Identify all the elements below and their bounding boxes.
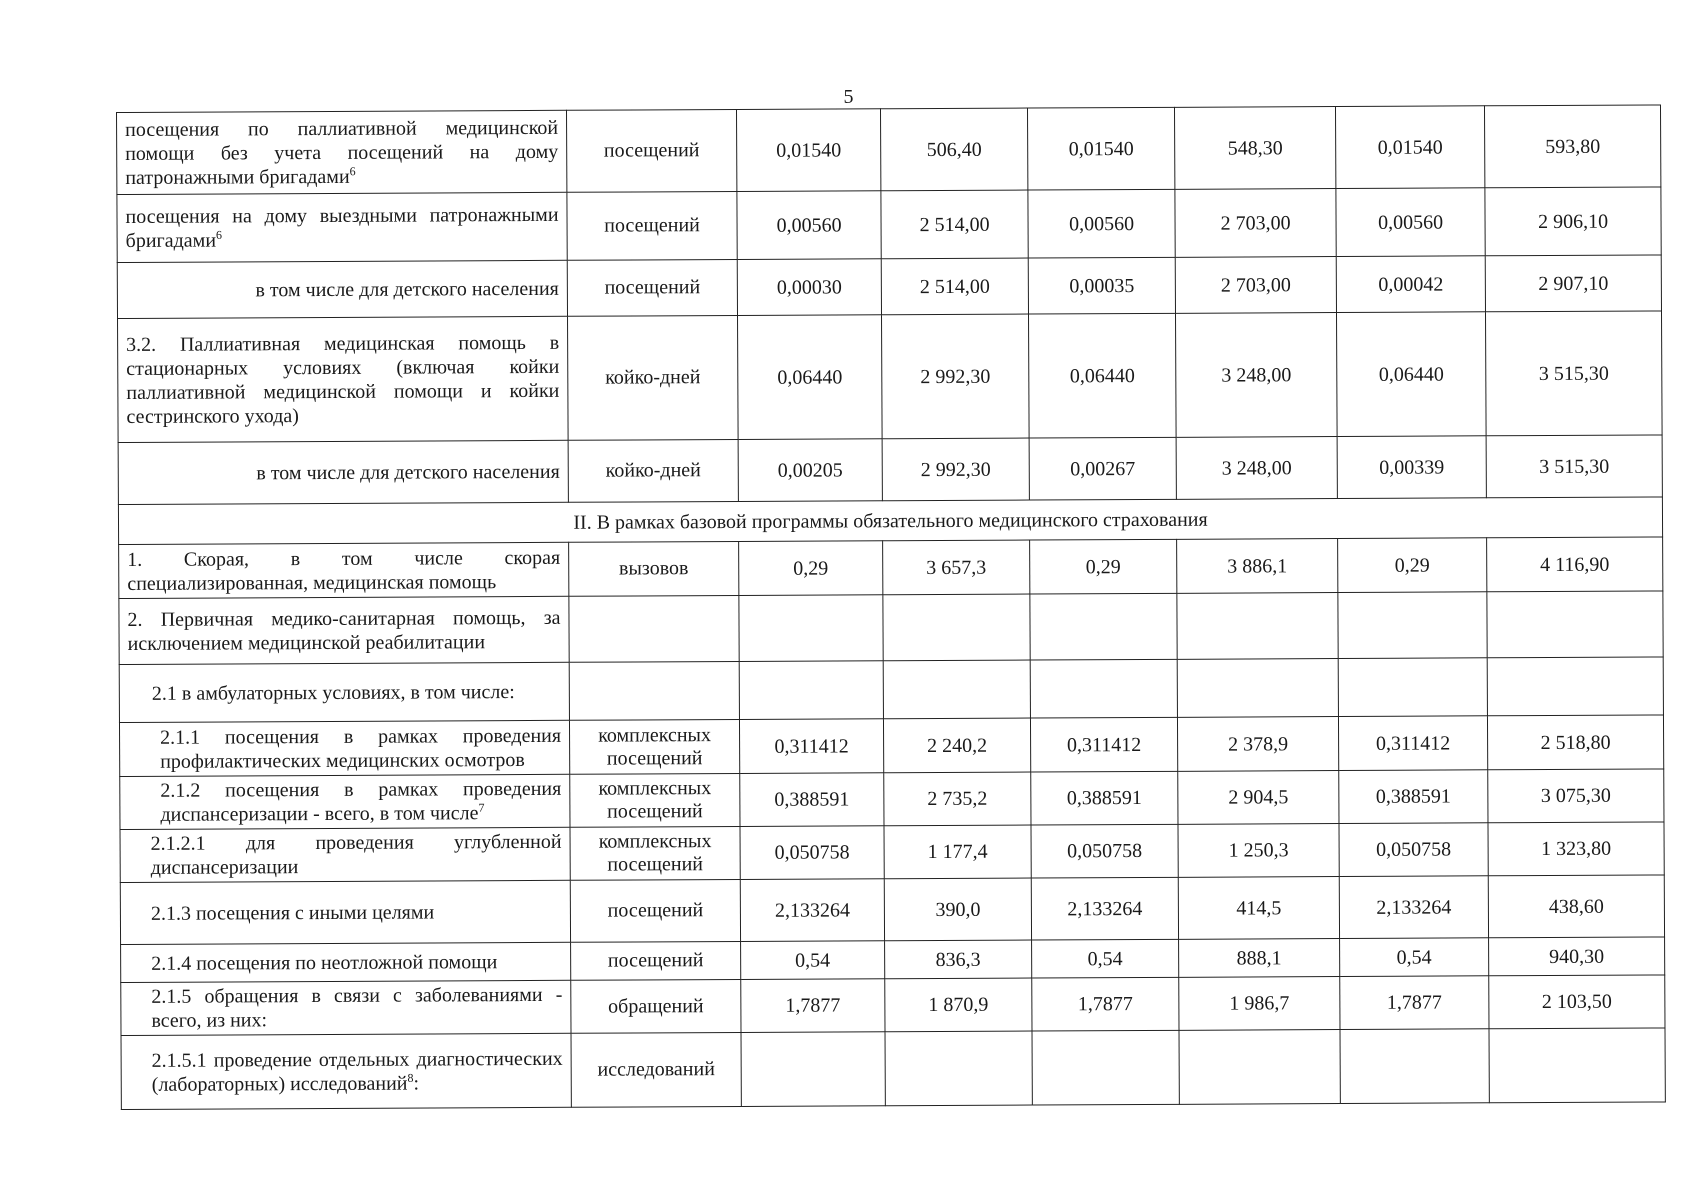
table-row (117, 105, 1661, 195)
value-cell: 1,7877 (1032, 977, 1179, 1031)
value-cell: 0,06440 (1336, 312, 1486, 437)
row-unit (569, 661, 739, 720)
section-title: II. В рамках базовой программы обязательного медицинского страхования (118, 497, 1662, 545)
table-row (118, 311, 1663, 443)
value-cell: 4 116,90 (1487, 537, 1663, 592)
row-label: 2.1 в амбулаторных условиях, в том числе: (119, 662, 569, 722)
table-row (120, 875, 1664, 945)
table-row (120, 769, 1664, 830)
value-cell (1032, 1030, 1179, 1105)
value-cell: 1,7877 (741, 979, 885, 1033)
value-cell (883, 594, 1030, 661)
value-cell: 0,29 (1338, 538, 1487, 593)
value-cell: 1 323,80 (1488, 822, 1664, 876)
value-cell: 0,388591 (740, 773, 884, 827)
value-cell: 2 514,00 (881, 258, 1028, 315)
row-label: 2.1.4 посещения по неотложной помощи (121, 942, 571, 982)
value-cell (883, 660, 1030, 719)
value-cell: 0,388591 (1339, 770, 1488, 824)
value-cell: 506,40 (880, 108, 1027, 191)
row-label: в том числе для детского населения (118, 440, 568, 504)
value-cell: 2 906,10 (1485, 187, 1661, 256)
value-cell: 548,30 (1174, 107, 1335, 190)
value-cell: 0,311412 (1338, 716, 1487, 771)
value-cell (1487, 657, 1663, 716)
value-cell: 3 515,30 (1485, 311, 1662, 436)
value-cell: 0,29 (1030, 539, 1177, 594)
value-cell: 390,0 (884, 878, 1031, 941)
table-row (119, 537, 1663, 599)
value-cell: 1 177,4 (884, 825, 1031, 879)
value-cell (1340, 1029, 1489, 1104)
value-cell: 2,133264 (1339, 876, 1488, 939)
value-cell: 3 886,1 (1177, 539, 1338, 594)
row-label: 2. Первичная медико-санитарная помощь, за исключением медицинской реабилитации (119, 596, 569, 664)
value-cell: 836,3 (885, 940, 1032, 979)
row-unit: посещений (567, 259, 737, 316)
row-unit: посещений (570, 879, 740, 942)
table-row (118, 435, 1662, 505)
value-cell: 1,7877 (1340, 976, 1489, 1030)
value-cell (1338, 658, 1487, 717)
value-cell (1030, 659, 1177, 718)
value-cell (739, 661, 883, 720)
value-cell: 1 250,3 (1178, 824, 1339, 878)
value-cell: 0,00339 (1337, 436, 1486, 499)
value-cell: 3 515,30 (1486, 435, 1662, 498)
value-cell (1179, 1030, 1340, 1105)
value-cell: 0,00560 (1028, 189, 1175, 258)
row-label: 2.1.1 посещения в рамках проведения профилактических медицинских осмотров (119, 720, 569, 776)
value-cell: 2 907,10 (1485, 255, 1661, 312)
row-label: 2.1.2.1 для проведения углубленной диспансеризации (120, 827, 570, 882)
value-cell: 0,00030 (737, 259, 881, 316)
page-number: 5 (843, 86, 854, 108)
value-cell: 0,311412 (739, 719, 883, 774)
value-cell: 0,388591 (1031, 771, 1178, 825)
value-cell: 593,80 (1484, 105, 1660, 188)
value-cell (885, 1031, 1032, 1106)
value-cell: 0,54 (1032, 939, 1179, 978)
row-unit: вызовов (569, 541, 739, 596)
value-cell: 0,01540 (1335, 106, 1484, 189)
value-cell: 2 514,00 (881, 190, 1028, 259)
value-cell: 3 075,30 (1488, 769, 1664, 823)
value-cell: 2 992,30 (882, 438, 1029, 501)
value-cell: 0,00205 (738, 439, 882, 502)
row-unit (569, 595, 739, 662)
value-cell: 0,54 (741, 941, 885, 980)
value-cell (1030, 593, 1177, 660)
value-cell: 2 735,2 (884, 772, 1031, 826)
value-cell: 2 378,9 (1177, 717, 1338, 772)
value-cell (1177, 659, 1338, 718)
value-cell: 438,60 (1488, 875, 1664, 938)
value-cell: 2 904,5 (1178, 771, 1339, 825)
row-unit: койко-дней (568, 439, 738, 502)
value-cell: 1 870,9 (885, 978, 1032, 1032)
table-row (119, 715, 1663, 777)
table-row (117, 255, 1661, 319)
value-cell: 2,133264 (740, 879, 884, 942)
value-cell: 0,00035 (1028, 257, 1175, 314)
value-cell: 0,00560 (1336, 188, 1485, 257)
row-label: 2.1.5.1 проведение отдельных диагностических (лабораторных) исследований$^8$: (121, 1033, 571, 1109)
value-cell (741, 1032, 885, 1107)
row-unit: посещений (571, 941, 741, 980)
row-label: 2.1.3 посещения с иными целями (120, 880, 570, 944)
value-cell: 0,54 (1340, 938, 1489, 977)
value-cell: 3 657,3 (883, 540, 1030, 595)
row-label: посещения по паллиативной медицинской помощи без учета посещений на дому патронажными бригадами$^6$ (117, 110, 567, 194)
value-cell: 0,050758 (740, 826, 884, 880)
value-cell: 0,00042 (1336, 256, 1485, 313)
row-unit: комплексных посещений (570, 773, 740, 827)
value-cell: 0,00560 (737, 191, 881, 260)
value-cell: 940,30 (1489, 937, 1665, 976)
table-row (121, 975, 1665, 1036)
row-label: 2.1.2 посещения в рамках проведения диспансеризации - всего, в том числе$^7$ (120, 774, 570, 829)
table-row (119, 591, 1663, 665)
value-cell (1489, 1028, 1665, 1103)
value-cell: 0,050758 (1339, 823, 1488, 877)
value-cell: 2 703,00 (1175, 257, 1336, 314)
value-cell (1338, 592, 1487, 659)
value-cell: 0,29 (739, 541, 883, 596)
value-cell: 2,133264 (1031, 877, 1178, 940)
value-cell: 3 248,00 (1176, 437, 1337, 500)
table-row (117, 187, 1661, 263)
value-cell: 0,06440 (1028, 313, 1176, 438)
row-label: 3.2. Паллиативная медицинская помощь в стационарных условиях (включая койки паллиативной медицинской помощи и койки сестринского ухода) (118, 316, 569, 442)
value-cell: 2 992,30 (882, 314, 1030, 439)
value-cell: 888,1 (1179, 939, 1340, 978)
value-cell: 2 240,2 (883, 718, 1030, 773)
value-cell: 2 103,50 (1489, 975, 1665, 1029)
value-cell: 0,01540 (736, 109, 880, 192)
value-cell: 0,00267 (1029, 437, 1176, 500)
row-unit: исследований (571, 1032, 741, 1107)
table-row (119, 657, 1663, 723)
row-unit: посещений (566, 109, 736, 192)
row-unit: посещений (567, 191, 737, 260)
value-cell (739, 595, 883, 662)
row-unit: койко-дней (568, 315, 739, 440)
table-row (120, 822, 1664, 883)
value-cell: 3 248,00 (1175, 313, 1337, 438)
table-row (121, 1028, 1665, 1110)
row-unit: комплексных посещений (569, 719, 739, 774)
value-cell: 0,050758 (1031, 824, 1178, 878)
row-label: в том числе для детского населения (117, 260, 567, 318)
value-cell: 1 986,7 (1179, 977, 1340, 1031)
value-cell: 414,5 (1178, 877, 1339, 940)
value-cell: 0,311412 (1030, 717, 1177, 772)
value-cell (1487, 591, 1663, 658)
row-unit: комплексных посещений (570, 826, 740, 880)
value-cell (1177, 593, 1338, 660)
row-label: посещения на дому выездными патронажными бригадами$^6$ (117, 192, 567, 262)
row-label: 1. Скорая, в том числе скорая специализированная, медицинская помощь (119, 542, 569, 598)
row-unit: обращений (571, 979, 741, 1033)
value-cell: 2 703,00 (1175, 189, 1336, 258)
row-label: 2.1.5 обращения в связи с заболеваниями - всего, из них: (121, 980, 571, 1035)
normatives-table (116, 104, 1666, 1110)
value-cell: 0,01540 (1027, 107, 1174, 190)
value-cell: 0,06440 (738, 315, 883, 440)
value-cell: 2 518,80 (1487, 715, 1663, 770)
